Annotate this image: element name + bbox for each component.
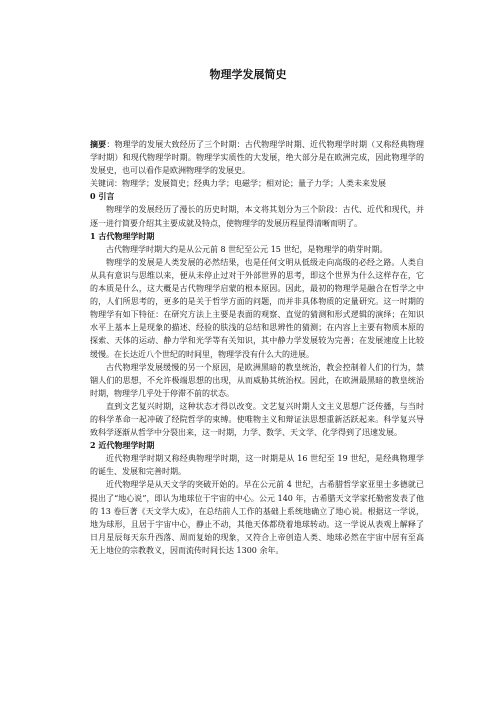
abstract-text: ：物理学的发展大致经历了三个时期：古代物理学时期、近代物理学时期（又称经典物理学时期）和现代物理学时期。物理学实质性的大发展，绝大部分是在欧洲完成，因此物理学的发展史，也可以看作是欧洲物理学的发展史。: [90, 140, 425, 176]
paragraph: 物理学的发展是人类发展的必然结果，也是任何文明从低级走向高级的必经之路。人类自从具有意识与思维以来，便从未停止过对于外部世界的思考，即这个世界为什么这样存在，它的本质是什么，这大概是古代物理学启蒙的根本原因。因此，最初的物理学是融合在哲学之中的，人们所思考的，更多的是关于哲学方面的问题，而并非具体物质的定量研究。这一时期的物理学有如下特征：在研究方法上主要是表面的观察、直觉的猜测和形式逻辑的演绎；在知识水平上基本上是现象的描述、经验的肤浅的总结和思辨性的猜测；在内容上主要有物质本原的探索、天体的运动、静力学和光学等有关知识，其中静力学发展较为完善；在发展速度上比较缓慢。在长达近八个世纪的时间里，物理学没有什么大的进展。: [90, 257, 424, 359]
paragraph: 古代物理学时期大约是从公元前 8 世纪至公元 15 世纪，是物理学的萌芽时期。: [106, 244, 388, 254]
abstract-label: 摘要: [90, 139, 107, 149]
abstract: [90, 138, 424, 177]
page-title: 物理学发展简史: [209, 68, 287, 81]
keywords: 关键词：物理学；发展简史；经典力学；电磁学；相对论；量子力学；人类未来发展: [90, 179, 386, 189]
paragraph: 物理学的发展经历了漫长的历史时期，本文将其划分为三个阶段：古代、近代和现代，并逐一进行简要介绍其主要成就及特点，使物理学的发展历程显得清晰而明了。: [90, 205, 424, 228]
section-heading-intro: 0 引言: [90, 191, 115, 202]
paragraph: 古代物理学发展缓慢的另一个原因，是欧洲黑暗的教皇统治，教会控制着人们的行为，禁锢人们的思想，不允许极端思想的出现，从而威胁其统治权。因此，在欧洲最黑暗的教皇统治时期，物理学几乎处于停滞不前的状态。: [90, 362, 424, 398]
document-body: [90, 138, 424, 557]
section-heading-modern-early: 2 近代物理学时期: [90, 440, 155, 451]
section-heading-ancient: 1 古代物理学时期: [90, 230, 155, 241]
paragraph: 近代物理学时期又称经典物理学时期，这一时期是从 16 世纪至 19 世纪，是经典物理学的诞生、发展和完善时期。: [90, 454, 424, 477]
paragraph: 直到文艺复兴时期，这种状态才得以改变。文艺复兴时期人文主义思想广泛传播，与当时的科学革命一起冲破了经院哲学的束缚。使唯物主义和辩证法思想重新活跃起来。科学复兴导致科学逐渐从哲学中分裂出来，这一时期，力学、数学、天文学、化学得到了迅速发展。: [90, 401, 424, 438]
paragraph: 近代物理学是从天文学的突破开始的。早在公元前 4 世纪，古希腊哲学家亚里士多德就已提出了“地心说”，即认为地球位于宇宙的中心。公元 140 年，古希腊天文学家托勒密发表了他的 13 卷巨著《天文学大成》，在总结前人工作的基础上系统地确立了地心说。根据这一学说，地为球形，且居于宇宙中心，静止不动，其他天体都绕着地球转动。这一学说从表观上解释了日月星辰每天东升西落、周而复始的现象，又符合上帝创造人类、地球必然在宇宙中居有至高无上地位的宗教教义，因而流传时间长达 1300 余年。: [90, 480, 424, 555]
